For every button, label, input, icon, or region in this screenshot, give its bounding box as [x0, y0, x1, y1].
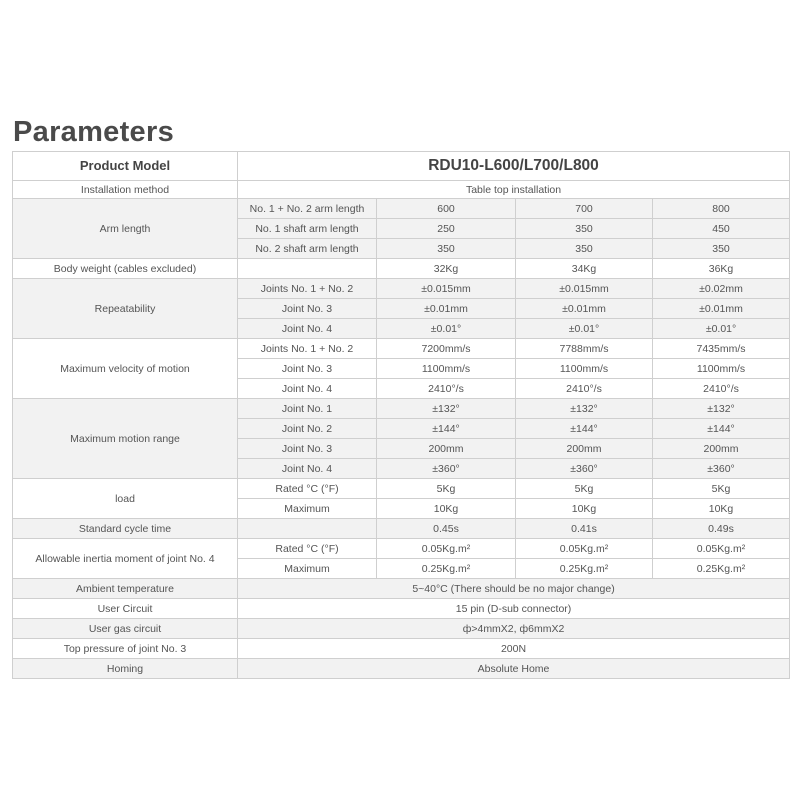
motion-range-row — [13, 399, 790, 419]
sub-label: No. 1 shaft arm length — [238, 219, 377, 239]
sub-label: Joints No. 1 + No. 2 — [238, 279, 377, 299]
value-cell: 34Kg — [516, 259, 653, 279]
row-label: User gas circuit — [13, 619, 238, 639]
value-cell: 0.05Kg.m² — [377, 539, 516, 559]
header-row — [13, 152, 790, 181]
user-circuit-row — [13, 599, 790, 619]
value-cell: 450 — [653, 219, 790, 239]
value-cell: ±144° — [377, 419, 516, 439]
sub-label: Joint No. 3 — [238, 439, 377, 459]
value-cell: 36Kg — [653, 259, 790, 279]
sub-label: Joint No. 4 — [238, 379, 377, 399]
row-value: 5~40°C (There should be no major change) — [238, 579, 790, 599]
value-cell: 0.25Kg.m² — [516, 559, 653, 579]
group-label: Maximum velocity of motion — [13, 339, 238, 399]
value-cell: 350 — [516, 219, 653, 239]
value-cell: ±360° — [516, 459, 653, 479]
row-value: 200N — [238, 639, 790, 659]
installation-row — [13, 181, 790, 199]
ambient-row — [13, 579, 790, 599]
homing-row — [13, 659, 790, 679]
value-cell: 200mm — [516, 439, 653, 459]
value-cell: ±132° — [653, 399, 790, 419]
page-title: Parameters — [13, 116, 174, 148]
value-cell: 350 — [516, 239, 653, 259]
product-model-label: Product Model — [13, 152, 238, 181]
repeatability-row — [13, 279, 790, 299]
group-label: Allowable inertia moment of joint No. 4 — [13, 539, 238, 579]
row-value: Table top installation — [238, 181, 790, 199]
value-cell: ±360° — [377, 459, 516, 479]
row-label: Installation method — [13, 181, 238, 199]
row-label: Homing — [13, 659, 238, 679]
value-cell: 200mm — [653, 439, 790, 459]
value-cell: 1100mm/s — [653, 359, 790, 379]
load-row — [13, 479, 790, 499]
sub-label: Joint No. 3 — [238, 299, 377, 319]
value-cell: ±0.01° — [377, 319, 516, 339]
value-cell: 0.45s — [377, 519, 516, 539]
value-cell: 200mm — [377, 439, 516, 459]
value-cell: ±0.01mm — [377, 299, 516, 319]
cycle-time-row — [13, 519, 790, 539]
value-cell: 700 — [516, 199, 653, 219]
sub-label: Joint No. 2 — [238, 419, 377, 439]
value-cell: 0.41s — [516, 519, 653, 539]
value-cell: 2410°/s — [653, 379, 790, 399]
group-label: load — [13, 479, 238, 519]
value-cell: 10Kg — [377, 499, 516, 519]
value-cell: 10Kg — [653, 499, 790, 519]
value-cell: ±360° — [653, 459, 790, 479]
row-label: Standard cycle time — [13, 519, 238, 539]
group-label: Repeatability — [13, 279, 238, 339]
value-cell: 600 — [377, 199, 516, 219]
value-cell: ±0.015mm — [377, 279, 516, 299]
value-cell: 5Kg — [377, 479, 516, 499]
value-cell: ±132° — [516, 399, 653, 419]
gas-circuit-row — [13, 619, 790, 639]
value-cell: 7435mm/s — [653, 339, 790, 359]
value-cell: 0.49s — [653, 519, 790, 539]
top-pressure-row — [13, 639, 790, 659]
row-value: ф>4mmX2, ф6mmX2 — [238, 619, 790, 639]
parameters-table — [12, 151, 790, 679]
value-cell: 0.05Kg.m² — [516, 539, 653, 559]
sub-label: No. 2 shaft arm length — [238, 239, 377, 259]
sub-label: No. 1 + No. 2 arm length — [238, 199, 377, 219]
row-label: Ambient temperature — [13, 579, 238, 599]
body-weight-row — [13, 259, 790, 279]
value-cell: 10Kg — [516, 499, 653, 519]
arm-length-row — [13, 199, 790, 219]
value-cell: 0.25Kg.m² — [653, 559, 790, 579]
value-cell: 350 — [653, 239, 790, 259]
value-cell: 7788mm/s — [516, 339, 653, 359]
sub-label: Joint No. 4 — [238, 319, 377, 339]
value-cell: 1100mm/s — [516, 359, 653, 379]
group-label: Arm length — [13, 199, 238, 259]
sub-label: Maximum — [238, 499, 377, 519]
value-cell: ±0.01° — [653, 319, 790, 339]
value-cell: ±132° — [377, 399, 516, 419]
velocity-row — [13, 339, 790, 359]
product-model-value: RDU10-L600/L700/L800 — [238, 152, 790, 181]
value-cell: 5Kg — [516, 479, 653, 499]
row-label: Body weight (cables excluded) — [13, 259, 238, 279]
value-cell: 32Kg — [377, 259, 516, 279]
value-cell: 0.05Kg.m² — [653, 539, 790, 559]
value-cell: 0.25Kg.m² — [377, 559, 516, 579]
row-value: 15 pin (D-sub connector) — [238, 599, 790, 619]
sub-label: Rated °C (°F) — [238, 479, 377, 499]
value-cell: ±0.01° — [516, 319, 653, 339]
value-cell: ±0.01mm — [516, 299, 653, 319]
empty-cell — [238, 519, 377, 539]
value-cell: 7200mm/s — [377, 339, 516, 359]
value-cell: ±0.015mm — [516, 279, 653, 299]
sub-label: Joints No. 1 + No. 2 — [238, 339, 377, 359]
value-cell: 2410°/s — [516, 379, 653, 399]
value-cell: 350 — [377, 239, 516, 259]
value-cell: 1100mm/s — [377, 359, 516, 379]
value-cell: 800 — [653, 199, 790, 219]
value-cell: ±144° — [653, 419, 790, 439]
value-cell: 5Kg — [653, 479, 790, 499]
empty-cell — [238, 259, 377, 279]
value-cell: 2410°/s — [377, 379, 516, 399]
sub-label: Joint No. 3 — [238, 359, 377, 379]
value-cell: ±0.02mm — [653, 279, 790, 299]
group-label: Maximum motion range — [13, 399, 238, 479]
row-value: Absolute Home — [238, 659, 790, 679]
sub-label: Maximum — [238, 559, 377, 579]
sub-label: Rated °C (°F) — [238, 539, 377, 559]
value-cell: ±144° — [516, 419, 653, 439]
row-label: User Circuit — [13, 599, 238, 619]
inertia-row — [13, 539, 790, 559]
sub-label: Joint No. 1 — [238, 399, 377, 419]
sub-label: Joint No. 4 — [238, 459, 377, 479]
row-label: Top pressure of joint No. 3 — [13, 639, 238, 659]
value-cell: ±0.01mm — [653, 299, 790, 319]
value-cell: 250 — [377, 219, 516, 239]
